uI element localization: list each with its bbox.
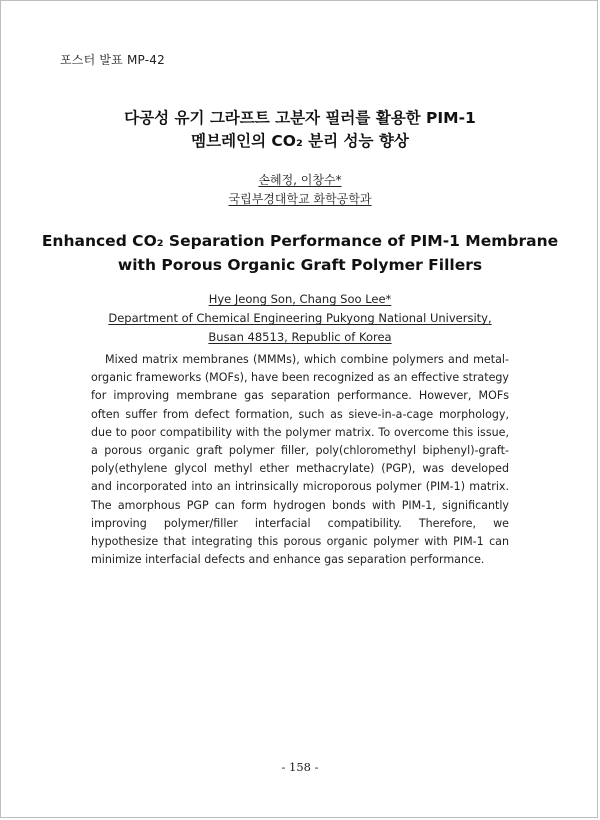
english-title xyxy=(0,229,600,277)
english-authors: Hye Jeong Son, Chang Soo Lee* xyxy=(208,292,392,306)
korean-title-line-2: 멤브레인의 CO₂ 분리 성능 향상 xyxy=(191,132,409,150)
session-label: 포스터 발표 MP-42 xyxy=(60,53,165,67)
korean-title-line-1: 다공성 유기 그라프트 고분자 필러를 활용한 PIM-1 xyxy=(124,109,476,127)
korean-authors: 손혜정, 이창수* xyxy=(258,173,342,187)
page-number: - 158 - xyxy=(281,760,319,774)
korean-title xyxy=(0,107,600,153)
abstract-paragraph: Mixed matrix membranes (MMMs), which combine polymers and metal-organic frameworks (MOFs), have been recognized as an effective strategy for improving membrane gas separation performance. However, MOFs often suffer from defect formation, such as sieve-in-a-cage morphology, due to poor compatibility with the polymer matrix. To overcome this issue, a porous organic graft polymer filler, poly(chloromethyl biphenyl)-graft-poly(ethylene glycol methyl ether methacrylate) (PGP), was developed and incorporated into an intrinsically microporous polymer (PIM-1) matrix. The amorphous PGP can form hydrogen bonds with PIM-1, significantly improving polymer/filler interfacial compatibility. Therefore, we hypothesize that integrating this porous organic polymer with PIM-1 can minimize interfacial defects and enhance gas separation performance. xyxy=(91,353,509,567)
korean-author-block xyxy=(0,171,600,209)
korean-affiliation: 국립부경대학교 화학공학과 xyxy=(228,192,372,206)
english-title-line-1: Enhanced CO₂ Separation Performance of PIM-1 Membrane xyxy=(41,232,559,250)
english-author-block xyxy=(0,290,600,347)
english-title-line-2: with Porous Organic Graft Polymer Fillers xyxy=(117,256,483,274)
english-affiliation-line-1: Department of Chemical Engineering Pukyong National University, xyxy=(108,311,492,325)
english-affiliation-line-2: Busan 48513, Republic of Korea xyxy=(208,330,392,344)
